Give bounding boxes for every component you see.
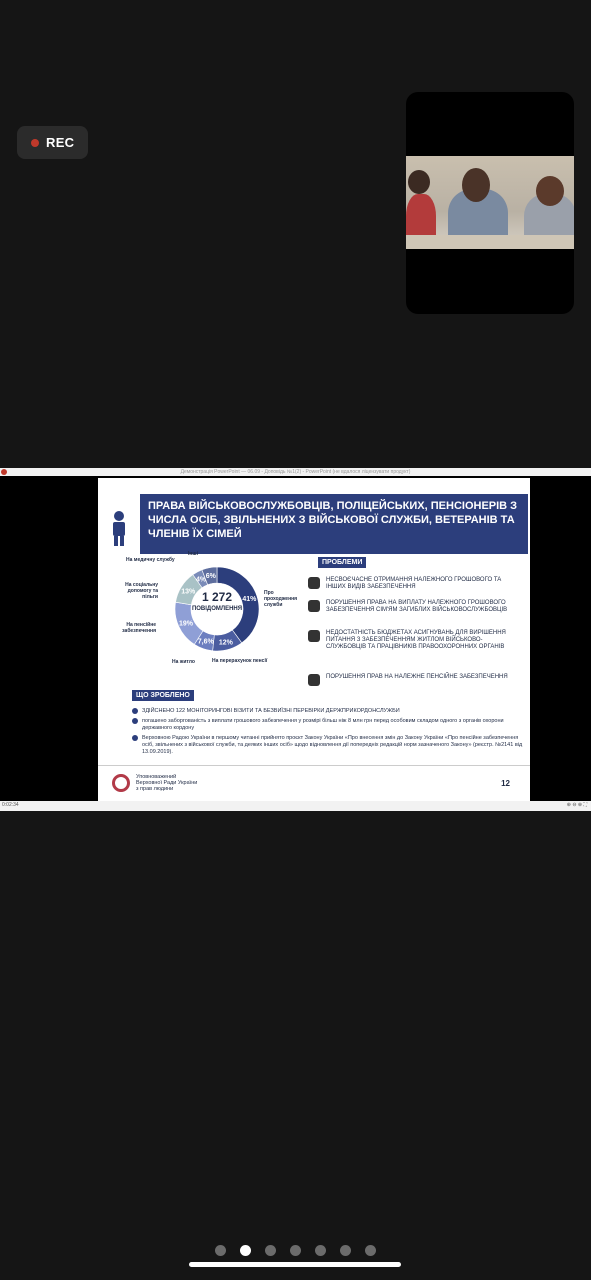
check-icon	[132, 718, 138, 724]
rec-indicator	[17, 126, 88, 159]
piggy-bank-icon	[308, 674, 320, 686]
presenter-title-bar	[0, 468, 591, 476]
label-pension: На пенсійне забезпечення	[122, 622, 156, 634]
donut-slice-label: 13%	[181, 588, 196, 596]
slide-title: ПРАВА ВІЙСЬКОВОСЛУЖБОВЦІВ, ПОЛІЦЕЙСЬКИХ, ПЕНСІОНЕРІВ З ЧИСЛА ОСІБ, ЗВІЛЬНЕНИХ З ВІЙСЬКОВОЇ СЛУЖБИ, ВЕТЕРАНІВ ТА ЧЛЕНІВ ЇХ СІМЕЙ	[140, 494, 528, 554]
family-icon	[308, 600, 320, 612]
check-icon	[132, 735, 138, 741]
donut-slice-label: 4%	[195, 576, 207, 584]
elapsed-time: 0:02:34	[2, 802, 19, 808]
participant-video	[406, 156, 574, 249]
page-dot[interactable]	[265, 1245, 276, 1256]
label-social: На соціальну допомогу та пільги	[125, 582, 158, 600]
total-number: 1 272	[201, 590, 233, 604]
donut-center	[174, 566, 260, 652]
label-housing: На житло	[172, 659, 195, 665]
slide-footer	[98, 765, 530, 802]
done-item: Верховною Радою України в першому читанні прийнято проєкт Закону України «Про внесення змін до Закону України «Про пенсійне забезпечення осіб, звільнених з військової служби, та деяких інших осіб» щодо відновлення дії попередніх редакцій норм зазначеного Закону» (реєстр. №2141 від 13.09.2019).	[132, 735, 524, 756]
page-indicator[interactable]	[0, 1245, 591, 1256]
check-icon	[132, 708, 138, 714]
record-dot-icon	[31, 139, 39, 147]
participant-video-tile[interactable]	[406, 92, 574, 314]
label-recalc: На перерахунок пенсії	[212, 658, 268, 664]
app-logo-icon	[1, 469, 7, 475]
donut-slice-label: 12%	[218, 639, 233, 647]
problem-item: ПОРУШЕННЯ ПРАВА НА ВИПЛАТУ НАЛЕЖНОГО ГРОШОВОГО ЗАБЕЗПЕЧЕННЯ СІМ'ЯМ ЗАГИБЛИХ ВІЙСЬКОВОСЛУЖБОВЦІВ	[326, 600, 516, 614]
label-service: Про проходження служби	[264, 590, 298, 608]
problem-item: ПОРУШЕННЯ ПРАВ НА НАЛЕЖНЕ ПЕНСІЙНЕ ЗАБЕЗПЕЧЕННЯ	[326, 674, 516, 681]
presentation-slide	[98, 478, 530, 801]
donut-slice-label: 41%	[242, 595, 257, 603]
done-tag: ЩО ЗРОБЛЕНО	[132, 690, 194, 701]
page-dot[interactable]	[315, 1245, 326, 1256]
problem-item: НЕСВОЄЧАСНЕ ОТРИМАННЯ НАЛЕЖНОГО ГРОШОВОГО ТА ІНШИХ ВИДІВ ЗАБЕЗПЕЧЕННЯ	[326, 577, 516, 591]
donut-slice-label: 6%	[205, 573, 216, 581]
money-icon	[308, 577, 320, 589]
page-dot[interactable]	[340, 1245, 351, 1256]
problem-item: НЕДОСТАТНІСТЬ БЮДЖЕТАХ АСИГНУВАНЬ ДЛЯ ВИРІШЕННЯ ПИТАННЯ З ЗАБЕЗПЕЧЕННЯМ ЖИТЛОМ ВІЙСЬКОВО- СЛУЖБОВЦІВ ТА ПРАЦІВНИКІВ ПРАВООХОРОННИХ ОРГАНІВ	[326, 630, 516, 651]
problems-tag: ПРОБЛЕМИ	[318, 557, 366, 568]
done-item: погашено заборгованість з виплати грошового забезпечення у розмірі більш ніж 8 млн грн перед особовим складом одного з органів охорони державного кордону	[132, 718, 524, 732]
label-other: Інші	[188, 551, 198, 557]
page-dot[interactable]	[215, 1245, 226, 1256]
screen-share	[0, 468, 591, 811]
presenter-title: Демонстрація PowerPoint — 06.09 - Доповідь №1(2) - PowerPoint (не вдалося ліцензувати продукт)	[180, 469, 411, 475]
footer-org: Уповноважений Верховної Ради України з прав людини	[136, 774, 198, 792]
rec-label: REC	[46, 135, 75, 150]
done-item: ЗДІЙСНЕНО 122 МОНІТОРИНГОВІ ВІЗИТИ ТА БЕЗВИЇЗНІ ПЕРЕВІРКИ ДЕРЖПРИКОРДОНСЛУЖБИ	[132, 708, 524, 715]
done-list	[132, 708, 524, 759]
total-label: ПОВІДОМЛЕННЯ	[191, 606, 243, 612]
presenter-bottom-bar	[0, 801, 591, 811]
page-number: 12	[501, 779, 510, 788]
money-bag-icon	[308, 630, 320, 642]
home-indicator[interactable]	[189, 1262, 401, 1267]
presenter-controls-icon[interactable]: ⊕ ⊖ ⊕ ⛶	[566, 802, 587, 808]
donut-slice-label: 7,6%	[197, 638, 214, 646]
ombudsman-logo-icon	[112, 774, 130, 792]
donut-slice-label: 19%	[178, 620, 193, 628]
page-dot[interactable]	[365, 1245, 376, 1256]
label-medical: На медичну службу	[126, 557, 175, 563]
soldier-icon	[110, 510, 128, 546]
page-dot[interactable]	[240, 1245, 251, 1256]
page-dot[interactable]	[290, 1245, 301, 1256]
